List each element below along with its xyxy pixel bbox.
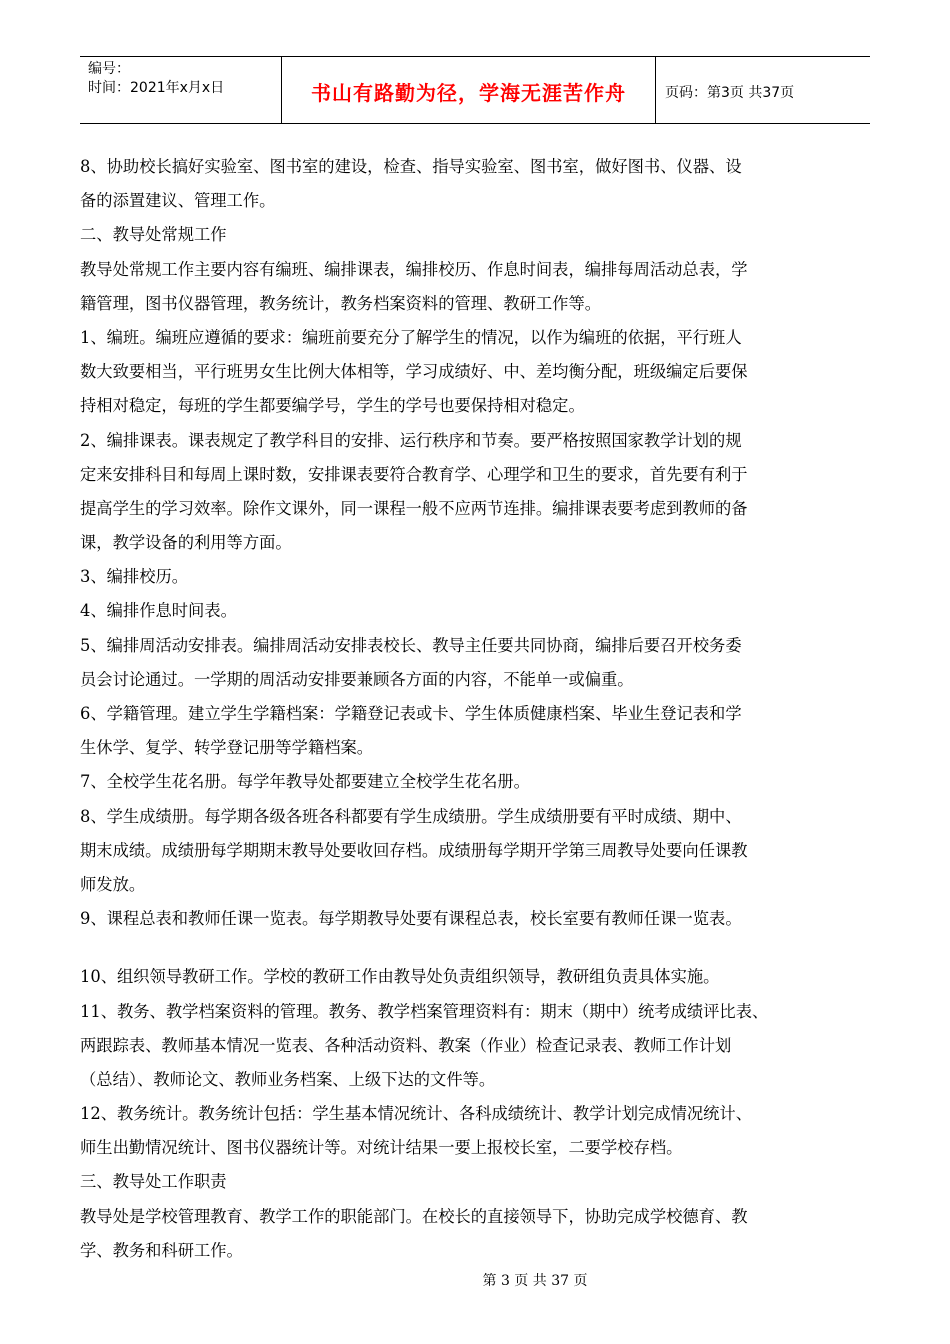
text-line: 学、教务和科研工作。 xyxy=(80,1240,243,1260)
text-line: 8、学生成绩册。每学期各级各班各科都要有学生成绩册。学生成绩册要有平时成绩、期中、 xyxy=(80,806,742,826)
text-line: 期末成绩。成绩册每学期期末教导处要收回存档。成绩册每学期开学第三周教导处要向任课教 xyxy=(80,840,748,860)
text-line: 籍管理，图书仪器管理，教务统计，教务档案资料的管理、教研工作等。 xyxy=(80,293,602,313)
text-line: 1、编班。编班应遵循的要求：编班前要充分了解学生的情况，以作为编班的依据，平行班人 xyxy=(80,327,742,347)
section-heading: 三、教导处工作职责 xyxy=(80,1172,227,1192)
text-line: 师生出勤情况统计、图书仪器统计等。对统计结果一要上报校长室，二要学校存档。 xyxy=(80,1138,683,1158)
text-line: 8、协助校长搞好实验室、图书室的建设，检查、指导实验室、图书室，做好图书、仪器、设 xyxy=(80,157,742,176)
document-number-label: 编号： xyxy=(88,61,130,77)
text-line: 持相对稳定，每班的学生都要编学号，学生的学号也要保持相对稳定。 xyxy=(80,396,585,416)
header-divider xyxy=(655,57,656,123)
document-time: 时间：2021年x月x日 xyxy=(88,80,225,96)
text-line: 3、编排校历。 xyxy=(80,567,189,587)
header-meta xyxy=(88,60,283,98)
text-line: 2、编排课表。课表规定了教学科目的安排、运行秩序和节奏。要严格按照国家教学计划的规 xyxy=(80,430,742,450)
text-line: 数大致要相当，平行班男女生比例大体相等，学习成绩好、中、差均衡分配，班级编定后要保 xyxy=(80,362,748,382)
text-line: 生休学、复学、转学登记册等学籍档案。 xyxy=(80,738,374,758)
text-line: 教导处是学校管理教育、教学工作的职能部门。在校长的直接领导下，协助完成学校德育、教 xyxy=(80,1206,748,1226)
page-header xyxy=(80,56,870,124)
header-motto: 书山有路勤为径，学海无涯苦作舟 xyxy=(311,81,626,105)
text-line: 4、编排作息时间表。 xyxy=(80,601,237,621)
text-line: 10、组织领导教研工作。学校的教研工作由教导处负责组织领导，教研组负责具体实施。 xyxy=(80,967,720,987)
text-line: 6、学籍管理。建立学生学籍档案：学籍登记表或卡、学生体质健康档案、毕业生登记表和学 xyxy=(80,704,742,723)
text-line: 11、教务、教学档案资料的管理。教务、教学档案管理资料有：期末（期中）统考成绩评比表、 xyxy=(80,1001,769,1021)
text-line: 两跟踪表、教师基本情况一览表、各种活动资料、教案（作业）检查记录表、教师工作计划 xyxy=(80,1035,732,1055)
text-line: 12、教务统计。教务统计包括：学生基本情况统计、各科成绩统计、教学计划完成情况统计、 xyxy=(80,1104,752,1124)
text-line: 提高学生的学习效率。除作文课外，同一课程一般不应两节连排。编排课表要考虑到教师的备 xyxy=(80,498,748,518)
header-page-info: 页码：第3页 共37页 xyxy=(665,85,795,101)
page-number: 第 3 页 共 37 页 xyxy=(482,1273,588,1289)
text-line: 员会讨论通过。一学期的周活动安排要兼顾各方面的内容，不能单一或偏重。 xyxy=(80,669,634,689)
text-line: 5、编排周活动安排表。编排周活动安排表校长、教导主任要共同协商，编排后要召开校务委 xyxy=(80,635,742,655)
text-line: 备的添置建议、管理工作。 xyxy=(80,191,276,211)
text-line: 课，教学设备的利用等方面。 xyxy=(80,533,292,553)
document-body xyxy=(80,150,870,1268)
page-footer xyxy=(80,1270,870,1290)
text-line: 9、课程总表和教师任课一览表。每学期教导处要有课程总表，校长室要有教师任课一览表。 xyxy=(80,909,742,929)
paragraph-gap xyxy=(80,936,870,960)
text-line: （总结）、教师论文、教师业务档案、上级下达的文件等。 xyxy=(80,1069,496,1089)
text-line: 定来安排科目和每周上课时数，安排课表要符合教育学、心理学和卫生的要求，首先要有利于 xyxy=(80,464,748,484)
text-line: 7、全校学生花名册。每学年教导处都要建立全校学生花名册。 xyxy=(80,772,530,792)
text-line: 教导处常规工作主要内容有编班、编排课表，编排校历、作息时间表，编排每周活动总表，学 xyxy=(80,259,748,279)
text-line: 师发放。 xyxy=(80,874,146,894)
section-heading: 二、教导处常规工作 xyxy=(80,225,227,245)
